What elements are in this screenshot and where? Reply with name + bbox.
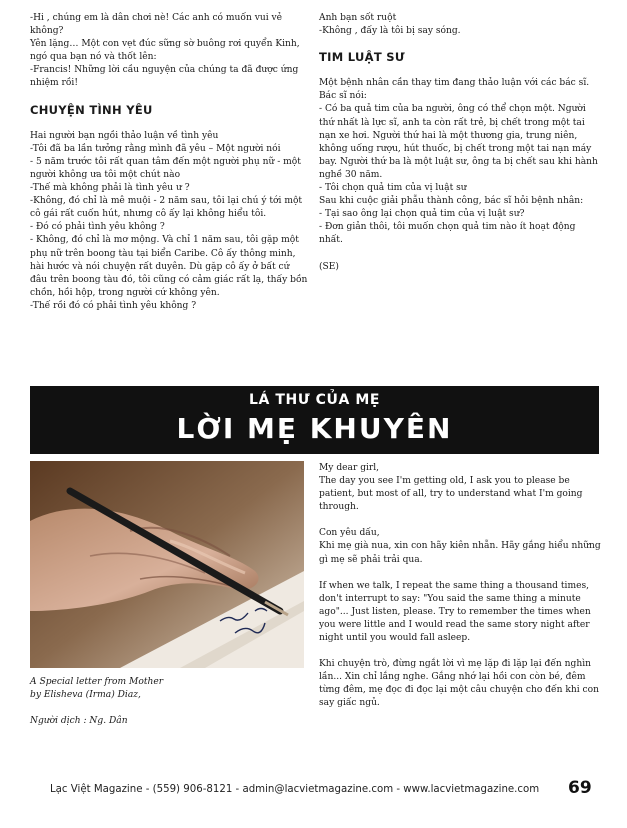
paragraph: -Thế rồi đó có phải tình yêu không ? (30, 300, 197, 311)
paragraph: Khi chuyện trò, đừng ngắt lời vì mẹ lặp đi lặp lại đến nghìn lần... Xin chỉ lắng nghe. Gắng nhớ lại hồi con còn bé, đêm từng đêm, mẹ đọc đi đọc lại một câu chuyện cho đến khi con say giấc ngủ. (319, 659, 599, 709)
source-note: (SE) (319, 261, 339, 272)
paragraph: -Hi , chúng em là dân chơi nè! Các anh có muốn vui vẻ không? (30, 13, 283, 37)
right-column (319, 12, 601, 274)
paragraph: Một bệnh nhân cần thay tim đang thảo luận với các bác sĩ. Bác sĩ nói: (319, 78, 590, 102)
paragraph: -Francis! Những lời cầu nguyện của chúng ta đã được ứng nhiệm rồi! (30, 65, 299, 89)
caption-translator: Người dịch : Ng. Dân (30, 716, 128, 726)
paragraph: -Không, đó chỉ là mê muội - 2 năm sau, tôi lại chú ý tới một cô gái rất cuốn hút, nhưng cô ấy lại không hiểu tôi. (30, 196, 303, 220)
paragraph: - Tại sao ông lại chọn quả tim của vị luật sư? (319, 209, 525, 220)
paragraph: Yên lặng… Một con vẹt đúc sững sờ buông rơi quyển Kinh, ngó qua bạn nó và thốt lên: (30, 39, 300, 63)
paragraph: -Thế mà không phải là tình yêu ư ? (30, 183, 190, 194)
paragraph: - Đó có phải tình yêu không ? (30, 222, 165, 233)
paragraph: Con yêu dấu, Khi mẹ già nua, xin con hãy kiên nhẫn. Hãy gắng hiểu những gì mẹ sẽ phải trải qua. (319, 528, 601, 565)
letter-text (319, 462, 601, 724)
section-heading-lawyer-heart: TIM LUẬT SƯ (319, 50, 405, 65)
paragraph: - 5 năm trước tôi rất quan tâm đến một người phụ nữ - một người không ưa tôi một chút nào (30, 156, 301, 180)
caption-line: A Special letter from Mother (30, 677, 164, 687)
paragraph: -Tôi đã ba lần tưởng rằng mình đã yêu – Một người nói (30, 143, 281, 154)
footer-text: Lạc Việt Magazine - (559) 906-8121 - admin@lacvietmagazine.com - www.lacvietmagazine.com (50, 784, 540, 795)
photo-caption (30, 676, 304, 728)
paragraph: - Đơn giản thôi, tôi muốn chọn quả tim nào ít hoạt động nhất. (319, 222, 576, 246)
paragraph: -Không , đấy là tôi bị say sóng. (319, 26, 461, 37)
paragraph: If when we talk, I repeat the same thing a thousand times, don't interrupt to say: "You said the same thing a minute ago"... Just listen, please. Try to remember the times when you were little and I would read the same story night after night until you would fall asleep. (319, 580, 591, 644)
paragraph: Sau khi cuộc giải phẫu thành công, bác sĩ hỏi bệnh nhân: (319, 196, 584, 207)
hand-writing-illustration (30, 461, 304, 668)
paragraph: - Không, đó chỉ là mơ mộng. Và chỉ 1 năm sau, tôi gặp một phụ nữ trên boong tàu tại biển Caribe. Cô ấy thông minh, hài hước và nói chuyện rất duyên. Dù gặp cô ấy ở bất cứ đâu trên boong tàu đó, tôi cũng có cảm giác rất lạ, thấy bồn chồn, hồi hộp, trong người cứ không yên. (30, 235, 308, 298)
banner-title: LỜI MẸ KHUYÊN (176, 412, 453, 445)
banner-subtitle: LÁ THƯ CỦA MẸ (248, 392, 381, 408)
hand-writing-photo (30, 461, 304, 668)
page-number: 69 (568, 778, 592, 798)
section-heading-love-story: CHUYỆN TÌNH YÊU (30, 102, 153, 117)
paragraph: Hai người bạn ngồi thảo luận về tình yêu (30, 130, 219, 141)
caption-author: by Elisheva (Irma) Diaz, (30, 690, 141, 700)
paragraph: - Tôi chọn quả tim của vị luật sư (319, 183, 467, 194)
paragraph: My dear girl, The day you see I'm getting old, I ask you to please be patient, but most of all, try to understand what I'm going through. (319, 463, 583, 513)
article-banner (30, 386, 599, 454)
paragraph: - Có ba quả tim của ba người, ông có thể chọn một. Người thứ nhất là lực sĩ, anh ta còn rất trẻ, bị chết trong một tai nạn xe hơi. Người thứ hai là một thương gia, trung niên, không uống rượu, hút thuốc, bị chết trong một tai nạn máy bay. Người thứ ba là một luật sư, ông ta bị chết sau khi hành nghề 30 năm. (319, 104, 598, 180)
left-column (30, 12, 308, 313)
paragraph: Anh bạn sốt ruột (319, 13, 397, 23)
